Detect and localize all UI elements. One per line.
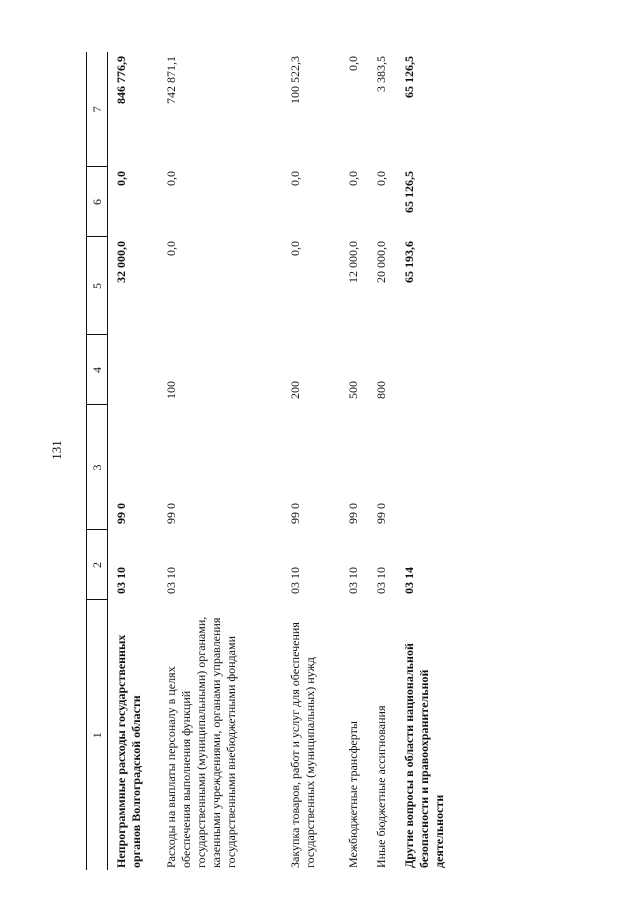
program-code: 99 0 — [374, 503, 388, 524]
header-col-3: 3 — [87, 405, 108, 530]
row-name: Иные бюджетные ассигнования — [374, 705, 388, 868]
expense-type-code — [396, 335, 468, 405]
expense-type-code: 200 — [288, 381, 302, 399]
expense-type-code: 100 — [164, 381, 178, 399]
header-col-4: 4 — [87, 335, 108, 405]
amount-col-6: 0,0 — [288, 171, 302, 186]
table-row — [158, 52, 282, 870]
row-name: Закупка товаров, работ и услуг для обеспечения государственных (муниципальных) нужд — [288, 622, 317, 868]
expense-type-code: 500 — [346, 381, 360, 399]
table-row — [282, 52, 340, 870]
header-col-6: 6 — [87, 167, 108, 237]
program-code — [396, 405, 468, 530]
amount-col-7: 65 126,5 — [402, 56, 416, 98]
amount-col-7: 742 871,1 — [164, 56, 178, 104]
row-name: Межбюджетные трансферты — [346, 721, 360, 868]
amount-col-5: 65 193,6 — [402, 241, 416, 283]
expense-type-code — [108, 335, 159, 405]
amount-col-6: 65 126,5 — [402, 171, 416, 213]
row-name: Другие вопросы в области национальной безопасности и правоохранительной деятельности — [402, 643, 446, 868]
header-col-2: 2 — [87, 530, 108, 600]
amount-col-5: 0,0 — [288, 241, 302, 256]
amount-col-7: 3 383,5 — [374, 56, 388, 92]
amount-col-5: 0,0 — [164, 241, 178, 256]
amount-col-7: 846 776,9 — [114, 56, 128, 104]
amount-col-6: 0,0 — [374, 171, 388, 186]
program-code: 99 0 — [164, 503, 178, 524]
header-col-7: 7 — [87, 52, 108, 167]
budget-table-container — [86, 0, 526, 870]
table-row — [340, 52, 368, 870]
section-code: 03 14 — [402, 567, 416, 594]
amount-col-6: 0,0 — [164, 171, 178, 186]
amount-col-6: 0,0 — [114, 171, 128, 186]
rotated-table-frame — [86, 52, 526, 870]
table-row — [396, 52, 468, 870]
section-code: 03 10 — [374, 567, 388, 594]
amount-col-5: 20 000,0 — [374, 241, 388, 283]
amount-col-5: 32 000,0 — [114, 241, 128, 283]
row-name: Непрограммные расходы государственных органов Волгоградской области — [114, 634, 143, 868]
amount-col-6: 0,0 — [346, 171, 360, 186]
budget-table — [86, 52, 468, 870]
program-code: 99 0 — [346, 503, 360, 524]
program-code: 99 0 — [114, 503, 128, 524]
expense-type-code: 800 — [374, 381, 388, 399]
header-col-1: 1 — [87, 600, 108, 870]
section-code: 03 10 — [114, 567, 128, 594]
amount-col-7: 100 522,3 — [288, 56, 302, 104]
amount-col-7: 0,0 — [346, 56, 360, 71]
page-number: 131 — [49, 440, 64, 460]
header-col-5: 5 — [87, 237, 108, 335]
section-code: 03 10 — [288, 567, 302, 594]
amount-col-5: 12 000,0 — [346, 241, 360, 283]
table-row — [108, 52, 159, 870]
table-row — [368, 52, 396, 870]
section-code: 03 10 — [346, 567, 360, 594]
section-code: 03 10 — [164, 567, 178, 594]
header-row — [87, 52, 108, 870]
program-code: 99 0 — [288, 503, 302, 524]
row-name: Расходы на выплаты персоналу в целях обеспечения выполнения функций государственными (муниципальными) органами, казенными учреждениями, органами управления государственными внебюджетными фондами — [164, 616, 238, 868]
